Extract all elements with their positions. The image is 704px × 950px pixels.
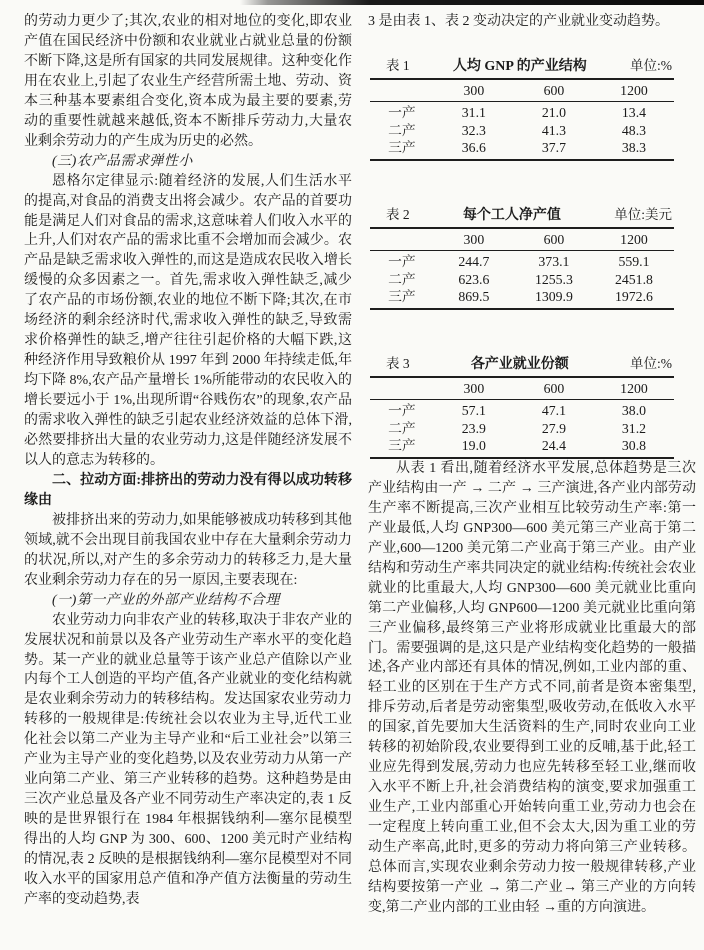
value-cell: 27.9	[541, 420, 566, 436]
value-cell: 31.1	[461, 105, 486, 121]
value-cell: 37.7	[541, 140, 566, 156]
body-paragraph: 农业劳动力向非农产业的转移,取决于非农产业的发展状况和前景以及各产业劳动生产率水平的变化趋势。某一产业的就业总量等于该产业总产值除以产业内每个工人创造的平均产值,各产业就业的变化结构就是农业剩余劳动力的转移结构。发达国家农业劳动力转移的一般规律是:传统社会以农业为主导,近代工业化社会以第二产业为主导产业和“后工业社会”以第三产业为主导产业的变化趋势,以及农业劳动力从第一产业向第二产业、第三产业转移的趋势。这种趋势是由三次产业总量及各产业不同劳动生产率决定的,表 1 反映的是世界银行在 1984 年根据钱纳利—塞尔昆模型得出的人均 GNP 为 300、600、1200 美元时产业结构的情况,表 2 反映的是根据钱纳利—塞尔昆模型对不同收入水平的国家用总产值和净产值方法衡量的劳动生产率的变动趋势,表	[24, 612, 352, 907]
row-label: 二产	[388, 420, 416, 436]
value-cell: 24.4	[541, 438, 566, 454]
table-header-row	[370, 79, 674, 102]
table-1	[370, 78, 674, 161]
value-cell: 41.3	[541, 122, 566, 138]
table-title: 人均 GNP 的产业结构	[452, 58, 587, 74]
value-cell: 1255.3	[534, 271, 573, 287]
empty-corner-cell	[370, 377, 434, 400]
col-header: 1200	[594, 228, 674, 251]
value-cell: 13.4	[621, 105, 647, 121]
value-cell: 373.1	[538, 254, 570, 270]
empty-corner-cell	[370, 228, 434, 251]
table-1-block	[370, 58, 674, 161]
value-cell: 57.1	[461, 403, 486, 419]
col-header: 600	[514, 228, 594, 251]
subsection-heading-1: (一)第一产业的外部产业结构不合理	[52, 592, 280, 608]
right-column	[368, 12, 696, 918]
value-cell: 38.3	[621, 140, 647, 156]
value-cell: 1309.9	[534, 289, 573, 305]
value-cell: 21.0	[541, 105, 566, 121]
value-cell: 2451.8	[614, 271, 653, 287]
row-label: 三产	[388, 289, 416, 305]
table-row	[370, 251, 674, 271]
body-paragraph: 的劳动力更少了;其次,农业的相对地位的变化,即农业产值在国民经济中份额和农业就业占就业总量的份额不断下降,这是所有国家的共同发展规律。这种变化作用在农业上,引起了农业生产经营所需土地、劳动、资本三种基本要素组合变化,资本成为最主要的要素,劳动的重要性就越来越低,资本不断排斥劳动力,大量农业剩余劳动力的产生成为历史的必然。	[24, 14, 352, 149]
row-label: 一产	[388, 254, 416, 270]
table-2-caption	[370, 207, 674, 227]
value-cell: 32.3	[461, 122, 486, 138]
table-unit: 单位:%	[630, 355, 672, 371]
value-cell: 1972.6	[614, 289, 653, 305]
col-header: 600	[514, 79, 594, 102]
row-label: 二产	[388, 122, 416, 138]
table-row	[370, 420, 674, 438]
table-row	[370, 437, 674, 458]
col-header: 1200	[594, 377, 674, 400]
table-label: 表 2	[386, 206, 410, 222]
table-title: 每个工人净产值	[462, 207, 561, 223]
body-paragraph: 从表 1 看出,随着经济水平发展,总体趋势是三次产业结构由一产 → 二产 → 三产演进,各产业内部劳动生产率不断提高,三次产业相互比较劳动生产率:第一产业最低,人均 GNP300—600 美元第三产业高于第二产业,600—1200 美元第二产业高于第三产业。由产业结构和劳动生产率共同决定的就业结构:传统社会农业就业的比重最大,人均 GNP300—600 美元就业比重向第二产业偏移,人均 GNP600—1200 美元就业比重向第三产业偏移,最终第三产业将形成就业比重最大的部门。需要强调的是,这只是产业结构变化趋势的一般描述,各产业内部还有具体的情况,例如,工业内部的重、轻工业的区别在于生产方式不同,前者是资本密集型,排斥劳动,后者是劳动密集型,吸收劳动,在低收入水平的国家,首先要加大生活资料的生产,同时农业向工业转移的初始阶段,农业要得到工业的反哺,基于此,轻工业应先得到发展,劳动力也应先转移至轻工业,继而收入水平不断上升,社会消费结构的演变,要求加强重工业生产,工业内部重心开始转向重工业,劳动力也会在一定程度上转向重工业,但不会太大,因为重工业的劳动生产率高,此时,更多的劳动力将向第三产业转移。总体而言,实现农业剩余劳动力按一般规律转移,产业结构要按第一产业 → 第二产业→ 第三产业的方向转变,第二产业内部的工业由轻 →重的方向演进。	[368, 460, 696, 915]
value-cell: 19.0	[461, 438, 486, 454]
value-cell: 559.1	[618, 254, 650, 270]
table-row	[370, 271, 674, 289]
col-header: 300	[434, 377, 514, 400]
body-paragraph: 恩格尔定律显示:随着经济的发展,人们生活水平的提高,对食品的消费支出将会减少。农产品的首要功能是满足人们对食品的需求,这意味着人们收入水平的上升,人们对农产品的需求比重不会增加而会减少。农产品是缺乏需求收入弹性的,而这是造成农民收入增长缓慢的众多因素之一。首先,需求收入弹性缺乏,减少了农产品的市场份额,农业的地位不断下降;其次,在市场经济的剩余经济时代,需求收入弹性的缺乏,导致需求价格弹性的缺乏,增产往往引起价格的大幅下跌,这种经济作用导致粮价从 1997 年到 2000 年持续走低,年均下降 8%,农产品产量增长 1%所能带动的农民收入的增长要远小于 1%,出现所谓“谷贱伤农”的现象,农产品的需求收入弹性的缺乏引起农业经济效益的总体下滑,必然要排挤出大量的农业劳动力,这是伴随经济发展不以人的意志为转移的。	[24, 173, 352, 468]
col-header: 300	[434, 79, 514, 102]
table-header-row	[370, 228, 674, 251]
row-label: 二产	[388, 271, 416, 287]
value-cell: 47.1	[541, 403, 566, 419]
col-header: 1200	[594, 79, 674, 102]
table-row	[370, 139, 674, 160]
table-3	[370, 376, 674, 459]
table-row	[370, 400, 674, 420]
value-cell: 623.6	[458, 271, 490, 287]
table-title: 各产业就业份额	[470, 356, 569, 372]
left-column	[24, 12, 352, 918]
scan-artifact-line	[240, 0, 704, 5]
value-cell: 30.8	[621, 438, 647, 454]
row-label: 三产	[388, 140, 416, 156]
col-header: 600	[514, 377, 594, 400]
table-label: 表 1	[386, 57, 410, 73]
body-paragraph: 被排挤出来的劳动力,如果能够被成功转移到其他领域,就不会出现目前我国农业中存在大量剩余劳动力的状况,所以,对产生的多余劳动力的转移乏力,是大量农业剩余劳动力存在的另一原因,主要表现在:	[24, 512, 352, 588]
value-cell: 38.0	[621, 403, 647, 419]
table-row	[370, 102, 674, 122]
value-cell: 23.9	[461, 420, 486, 436]
table-row	[370, 288, 674, 309]
table-2	[370, 227, 674, 310]
table-unit: 单位:美元	[614, 206, 672, 222]
value-cell: 869.5	[458, 289, 490, 305]
table-unit: 单位:%	[630, 57, 672, 73]
value-cell: 31.2	[621, 420, 647, 436]
table-2-block	[370, 207, 674, 310]
table-label: 表 3	[386, 355, 410, 371]
table-1-caption	[370, 58, 674, 78]
col-header: 300	[434, 228, 514, 251]
body-paragraph: 3 是由表 1、表 2 变动决定的产业就业变动趋势。	[368, 14, 669, 29]
table-header-row	[370, 377, 674, 400]
subsection-heading-3: (三)农产品需求弹性小	[52, 153, 193, 169]
table-3-block	[370, 356, 674, 459]
table-row	[370, 122, 674, 140]
value-cell: 48.3	[621, 122, 647, 138]
row-label: 三产	[388, 438, 416, 454]
value-cell: 36.6	[461, 140, 486, 156]
section-heading-2: 二、拉动方面:排挤出的劳动力没有得以成功转移缘由	[24, 472, 352, 508]
empty-corner-cell	[370, 79, 434, 102]
table-3-caption	[370, 356, 674, 376]
value-cell: 244.7	[458, 254, 490, 270]
row-label: 一产	[388, 105, 416, 121]
row-label: 一产	[388, 403, 416, 419]
